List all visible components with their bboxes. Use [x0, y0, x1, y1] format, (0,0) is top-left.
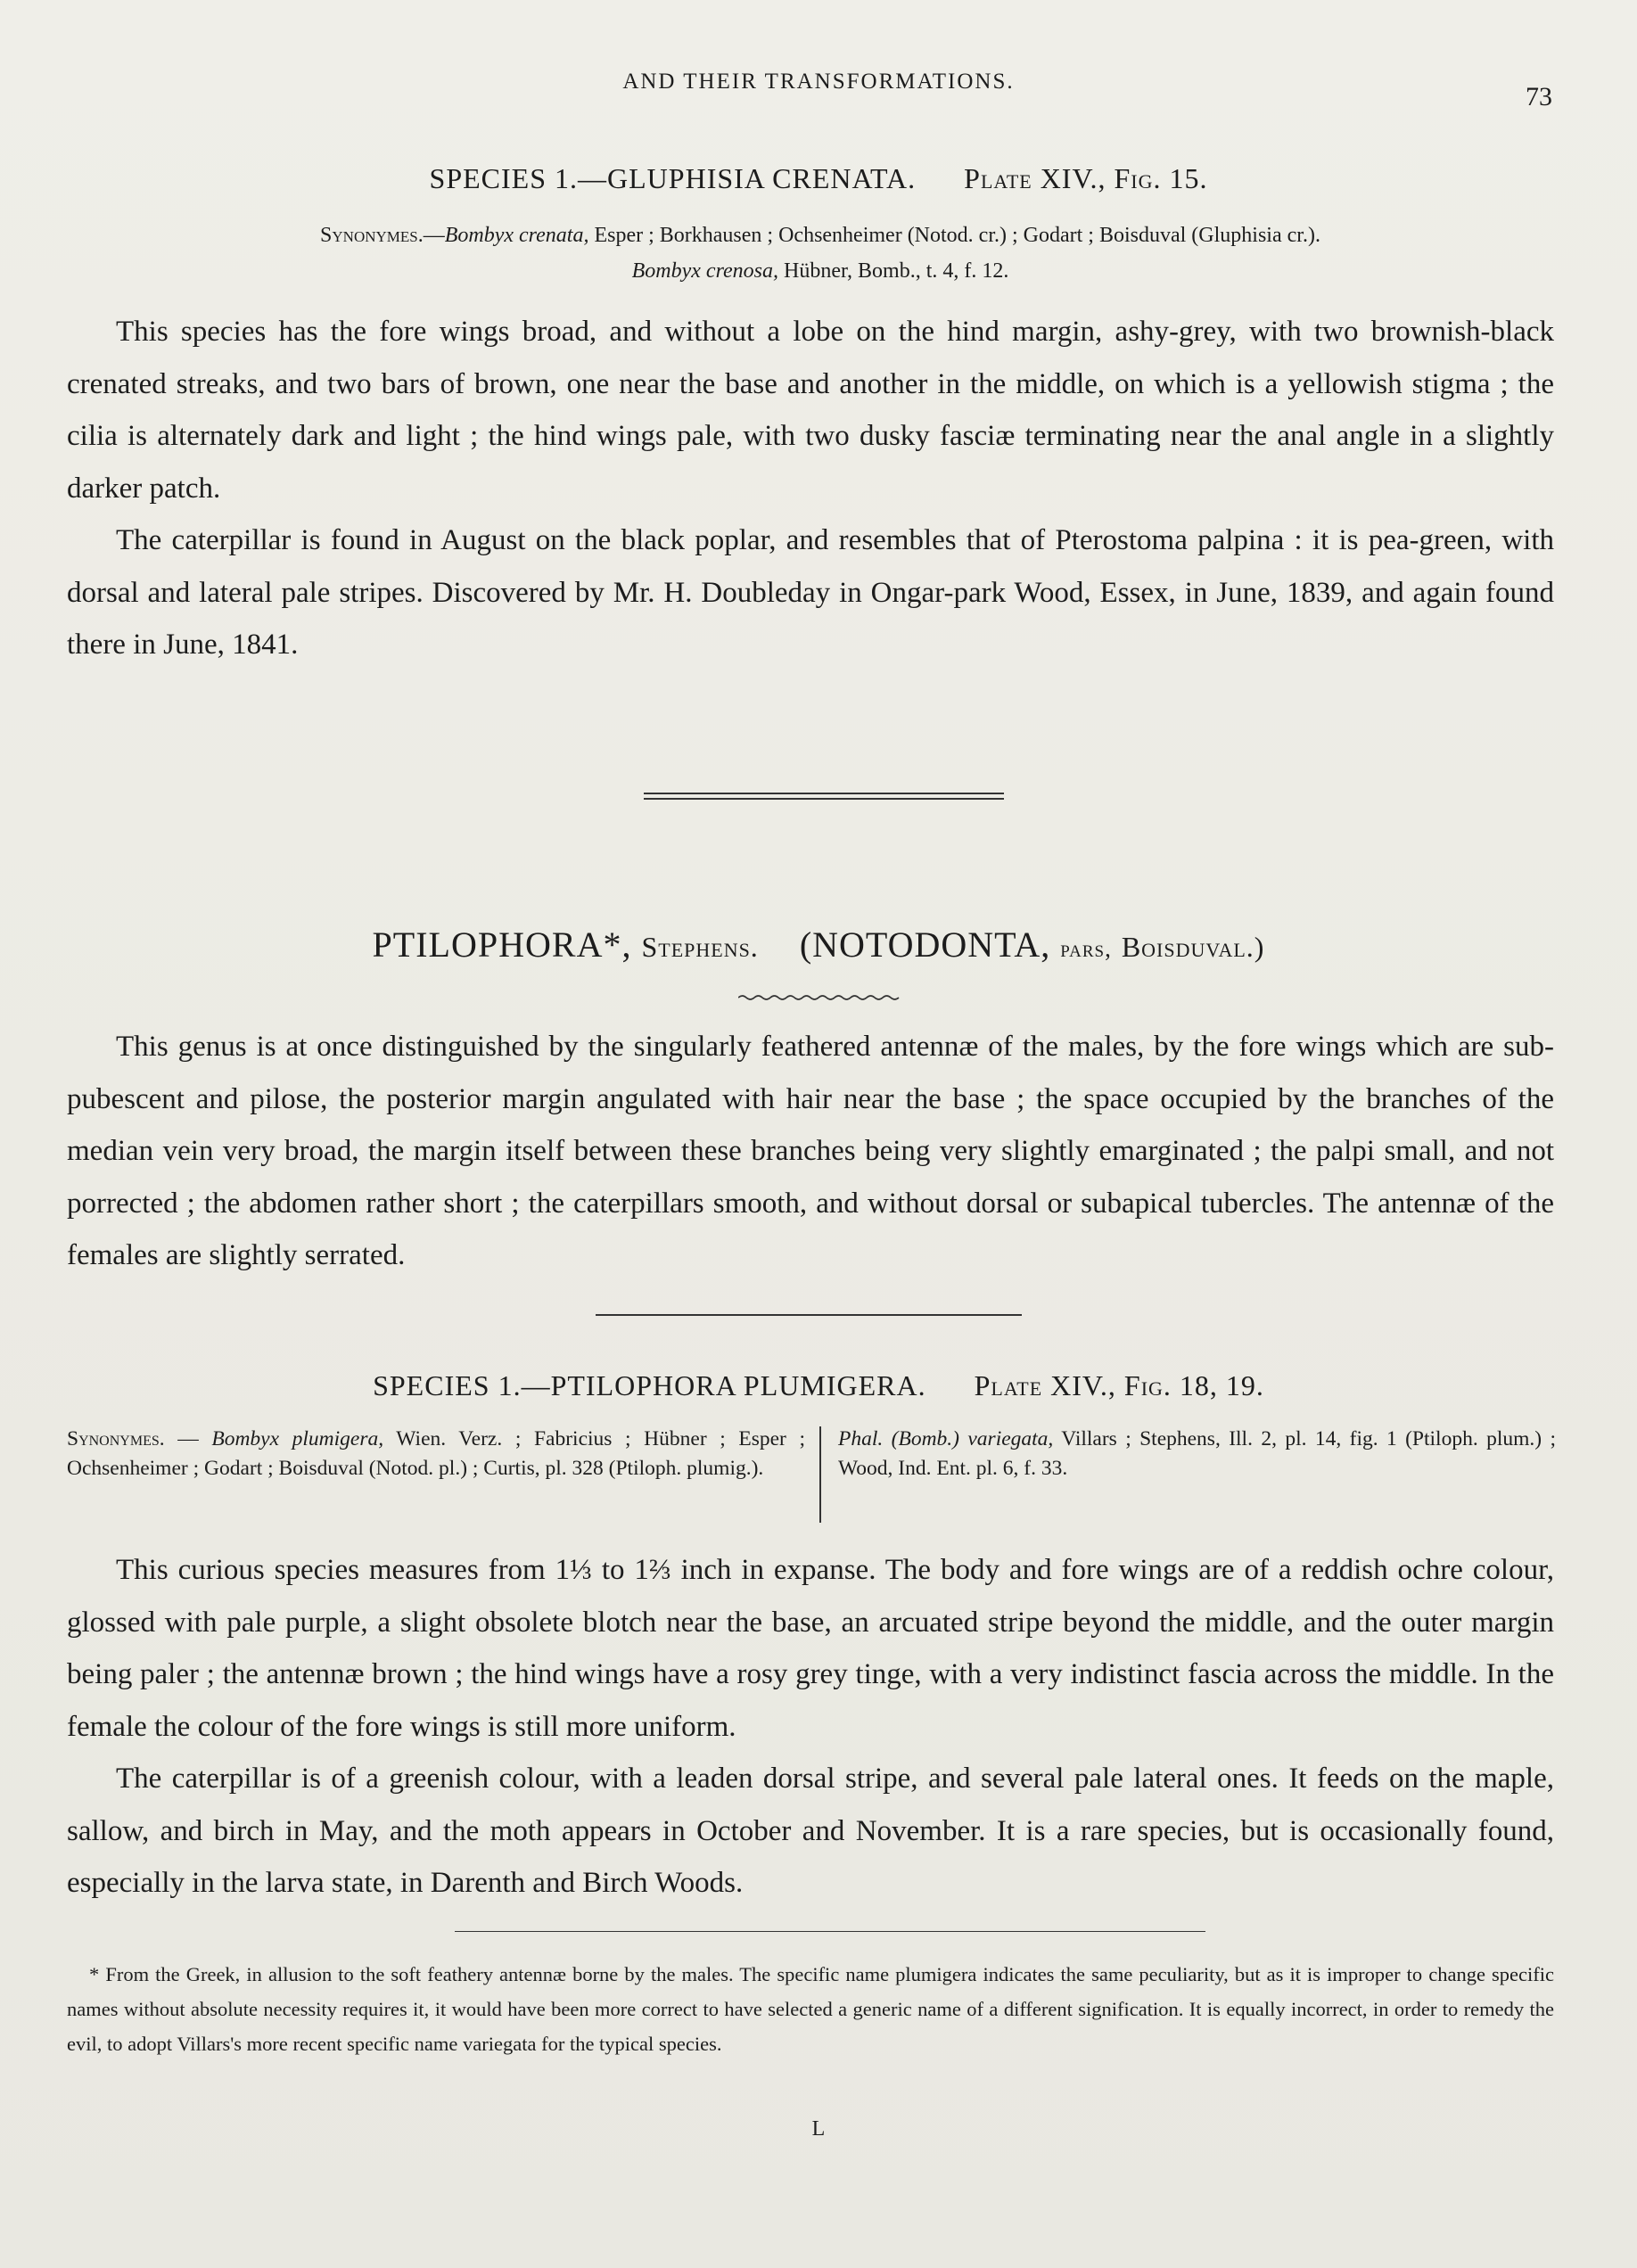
page-number: 73 [1526, 82, 1552, 111]
synonyms-label: Synonymes. — [67, 1427, 199, 1450]
plate-reference: Plate XIV., Fig. 15. [964, 162, 1208, 194]
genus-author: Stephens. [641, 931, 759, 963]
synonym-authorities: Villars ; Stephens, Ill. 2, pl. 14, fig. 1 (Ptiloph. plum.) ; Wood, Ind. Ent. pl. 6, f. 33. [838, 1427, 1556, 1480]
genus-alt-pars: pars, [1060, 935, 1112, 962]
description-ptilophora [67, 1544, 1554, 1910]
synonym-name: Bombyx crenosa, [631, 259, 779, 283]
synonym-authorities: Wien. Verz. ; Fabricius ; Hübner ; Esper ; Ochsenheimer ; Godart ; Boisduval (Notod. pl.) ; Curtis, pl. 328 (Ptiloph. plumig.). [67, 1427, 806, 1480]
paragraph: The caterpillar is found in August on the black poplar, and resembles that of Pterostoma palpina : it is pea-green, with dorsal and lateral pale stripes. Discovered by Mr. H. Doubleday in Ongar-park Wood, Essex, in June, 1839, and again found there in June, 1841. [67, 524, 1554, 661]
synonyms-gluphisia [116, 218, 1525, 289]
paragraph: The caterpillar is of a greenish colour, with a leaden dorsal stripe, and several pale lateral ones. It feeds on the maple, sallow, and birch in May, and the moth appears in October and November. It is a rare species, but is occasionally found, especially in the larva state, in Darenth and Birch Woods. [67, 1763, 1554, 1899]
genus-heading [0, 924, 1637, 966]
footnote-text: * From the Greek, in allusion to the soft feathery antennæ borne by the males. The specific name plumigera indicates the same peculiarity, but as it is improper to change specific names without absolute necessity requires it, it would have been more correct to have selected a generic name of a different signification. It is equally incorrect, in order to remedy the evil, to adopt Villars's more recent specific name variegata for the typical species. [67, 1963, 1554, 2055]
plate-reference: Plate XIV., Fig. 18, 19. [974, 1369, 1264, 1401]
paragraph: This genus is at once distinguished by the singularly feathered antennæ of the males, by the fore wings which are sub-pubescent and pilose, the posterior margin angulated with hair near the base ; the space occupied by the branches of the median vein very broad, the margin itself between these branches being very slightly emarginated ; the palpi small, and not porrected ; the abdomen rather short ; the caterpillars smooth, and without dorsal or subapical tubercles. The antennæ of the females are slightly serrated. [67, 1031, 1554, 1271]
synonym-authorities: Hübner, Bomb., t. 4, f. 12. [778, 259, 1009, 283]
synonym-name: Bombyx crenata, [444, 224, 589, 247]
genus-name: PTILOPHORA*, [372, 924, 632, 965]
synonyms-left-column [67, 1425, 805, 1483]
synonyms-line [116, 253, 1525, 289]
synonym-name: Phal. (Bomb.) variegata, [838, 1427, 1054, 1450]
genus-description [67, 1021, 1554, 1282]
signature-mark: L [811, 2117, 826, 2141]
rule-divider [596, 1314, 1022, 1316]
genus-alt-author: Boisduval.) [1121, 931, 1265, 963]
species-title: SPECIES 1.—PTILOPHORA PLUMIGERA. [373, 1369, 926, 1401]
species-heading-ptilophora [0, 1369, 1637, 1402]
species-heading-gluphisia [0, 162, 1637, 195]
synonyms-right-column [838, 1425, 1556, 1483]
paragraph: This species has the fore wings broad, and without a lobe on the hind margin, ashy-grey, with two brownish-black crenated streaks, and two bars of brown, one near the base and another in the middle, on which is a yellowish stigma ; the cilia is alternately dark and light ; the hind wings pale, with two dusky fasciæ terminating near the anal angle in a slightly darker patch. [67, 316, 1554, 505]
description-gluphisia [67, 306, 1554, 671]
column-divider [819, 1426, 821, 1523]
paragraph: This curious species measures from 1⅓ to 1⅔ inch in expanse. The body and fore wings are of a reddish ochre colour, glossed with pale purple, a slight obsolete blotch near the base, an arcuated stripe beyond the middle, and the outer margin being paler ; the antennæ brown ; the hind wings have a rosy grey tinge, with a very indistinct fascia across the middle. In the female the colour of the fore wings is still more uniform. [67, 1554, 1554, 1743]
wavy-rule-ornament [738, 993, 901, 1002]
genus-alt-name: (NOTODONTA, [799, 924, 1051, 965]
species-title: SPECIES 1.—GLUPHISIA CRENATA. [429, 162, 917, 194]
double-rule-divider [644, 793, 1004, 800]
synonym-authorities: Esper ; Borkhausen ; Ochsenheimer (Notod. cr.) ; Godart ; Boisduval (Gluphisia cr.). [588, 224, 1320, 247]
footnote [67, 1957, 1554, 2061]
synonyms-label: Synonymes.— [320, 224, 445, 247]
running-head: AND THEIR TRANSFORMATIONS. [622, 70, 1015, 94]
footnote-rule [455, 1931, 1205, 1932]
synonym-name: Bombyx plumigera, [211, 1427, 384, 1450]
synonyms-line [116, 218, 1525, 253]
